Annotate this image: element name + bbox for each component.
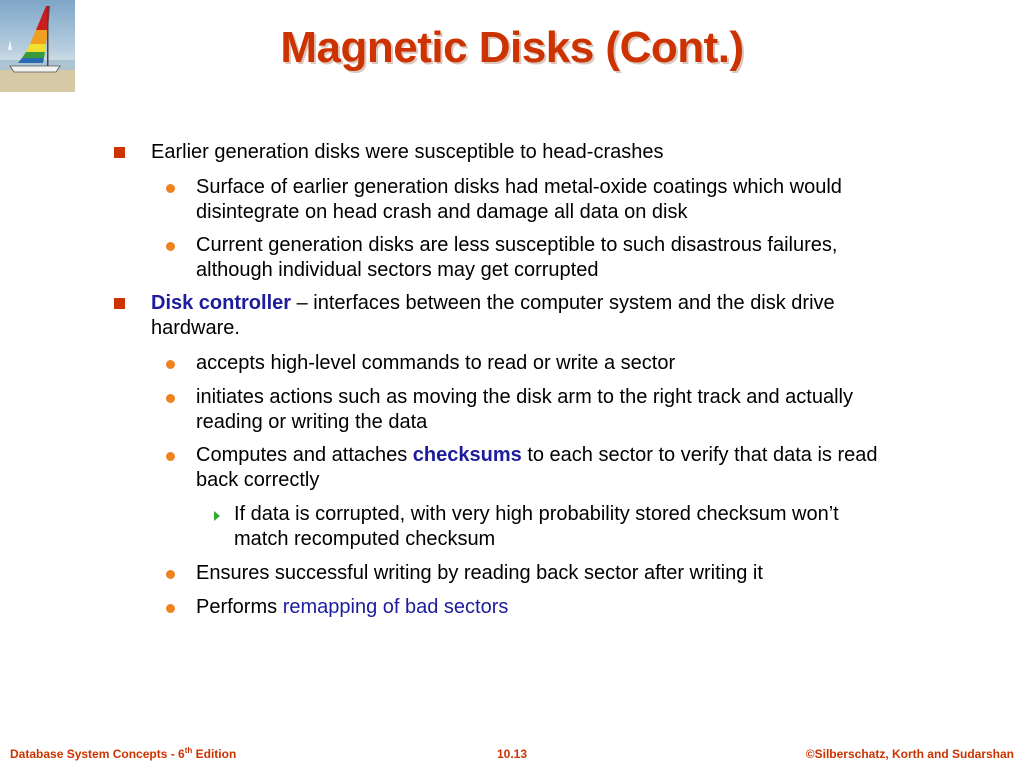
bullet-remapping (196, 595, 886, 620)
checksums-term: checksums (412, 444, 522, 466)
round-bullet-icon (166, 570, 175, 579)
bullet-data-corrupted: If data is corrupted, with very high probability stored checksum won’t match recomputed checksum (234, 503, 839, 550)
footer-edition-label: Edition (192, 747, 237, 761)
disk-controller-term: Disk controller (151, 292, 292, 314)
footer-copyright: ©Silberschatz, Korth and Sudarshan (805, 747, 1014, 761)
footer-book-name: Database System Concepts - 6 (10, 747, 185, 761)
checksums-prefix: Computes and attaches (196, 444, 413, 466)
bullet-disk-controller (151, 291, 891, 340)
round-bullet-icon (166, 452, 175, 461)
bullet-checksums (196, 443, 886, 492)
bullet-metal-oxide: Surface of earlier generation disks had metal-oxide coatings which would disintegrate on head crash and damage all data on disk (196, 176, 842, 223)
bullet-initiates-actions: initiates actions such as moving the disk arm to the right track and actually reading or writing the data (196, 386, 853, 433)
remapping-link[interactable]: remapping of bad sectors (282, 596, 509, 618)
checksums-suffix: to each sector to verify that data is read back correctly (196, 444, 878, 491)
round-bullet-icon (166, 360, 175, 369)
round-bullet-icon (166, 184, 175, 193)
footer-edition-suffix: th (184, 746, 193, 755)
slide-title: Magnetic Disks (Cont.) (280, 23, 744, 72)
square-bullet-icon (114, 298, 125, 309)
square-bullet-icon (114, 147, 125, 158)
footer-slide-number: 10.13 (497, 747, 528, 761)
footer-book-title (10, 746, 236, 762)
round-bullet-icon (166, 394, 175, 403)
arrow-bullet-icon (214, 511, 220, 521)
round-bullet-icon (166, 604, 175, 613)
bullet-successful-writing: Ensures successful writing by reading back sector after writing it (196, 562, 763, 584)
remapping-prefix: Performs (196, 596, 283, 618)
round-bullet-icon (166, 242, 175, 251)
bullet-accepts-commands: accepts high-level commands to read or write a sector (196, 352, 676, 374)
bullet-current-generation: Current generation disks are less susceptible to such disastrous failures, although individual sectors may get corrupted (196, 234, 838, 281)
bullet-head-crashes: Earlier generation disks were susceptible to head-crashes (151, 141, 664, 163)
disk-controller-definition: – interfaces between the computer system and the disk drive hardware. (151, 292, 835, 339)
